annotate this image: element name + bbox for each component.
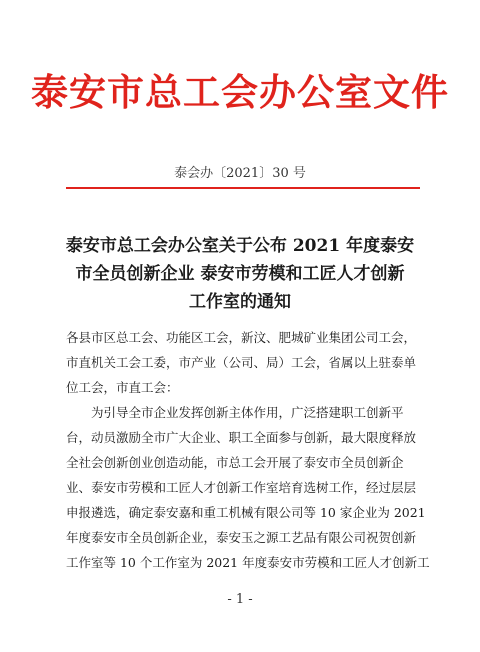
notice-body [66,325,430,575]
document-number: 泰会办〔2021〕30 号 [174,166,306,181]
notice-title [48,232,432,316]
notice-title-line: 工作室的通知 [189,292,291,312]
page-number: - 1 - [227,592,253,607]
paragraph-line: 业、泰安市劳模和工匠人才创新工作室培育选树工作，经过层层 [66,480,417,495]
paragraph-line: 年度泰安市全员创新企业，泰安玉之源工艺品有限公司祝贺创新 [66,530,417,545]
paragraph-line: 台，动员激励全市广大企业、职工全面参与创新，最大限度释放 [66,430,417,445]
document-header-title: 泰安市总工会办公室文件 [31,71,449,114]
recipient-line: 市直机关工会工委，市产业（公司、局）工会，省属以上驻泰单 [66,355,417,370]
paragraph-line: 申报遴选，确定泰安嘉和重工机械有限公司等 10 家企业为 2021 [66,505,426,520]
paragraph-line: 工作室等 10 个工作室为 2021 年度泰安市劳模和工匠人才创新工 [66,555,430,570]
notice-title-line: 泰安市总工会办公室关于公布 2021 年度泰安 [65,236,415,256]
paragraph-line: 为引导全市企业发挥创新主体作用，广泛搭建职工创新平 [91,405,404,420]
recipient-line: 各县市区总工会、功能区工会，新汶、肥城矿业集团公司工会， [66,330,417,345]
red-divider [66,187,420,189]
notice-title-line: 市全员创新企业 泰安市劳模和工匠人才创新 [75,264,405,284]
recipient-line: 位工会，市直工会： [66,380,179,395]
paragraph-line: 全社会创新创业创造动能，市总工会开展了泰安市全员创新企 [66,455,404,470]
